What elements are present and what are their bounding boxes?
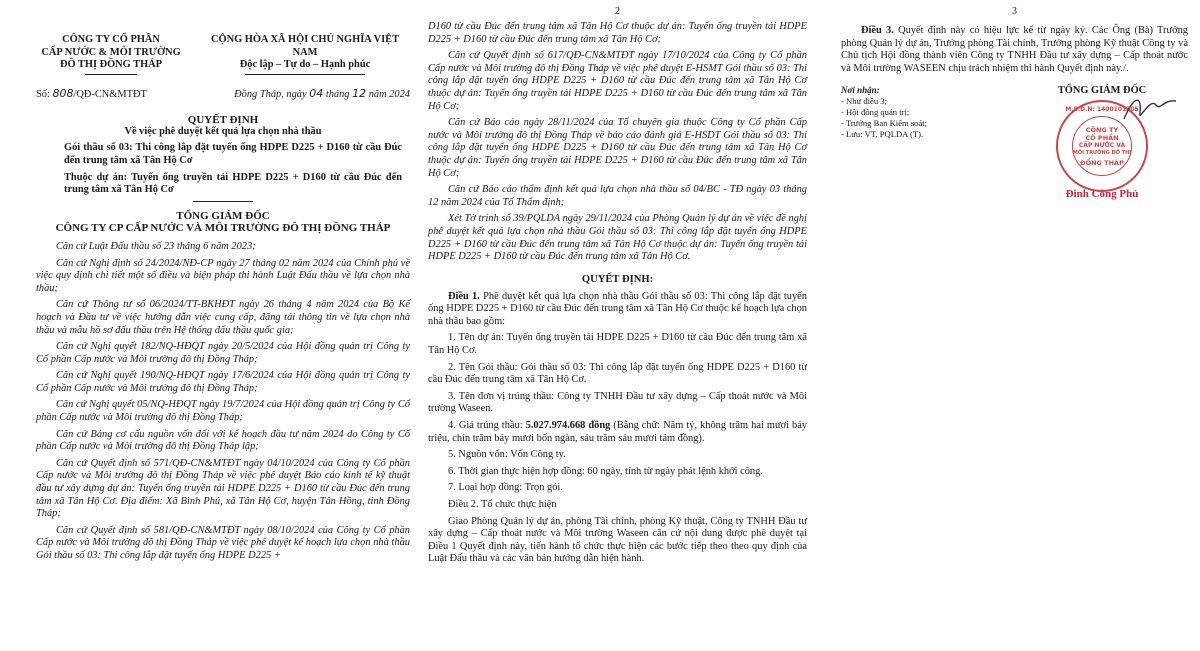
company-seal: M.S.D.N: 1400101205 CÔNG TY CỔ PHẦN CẤP NƯỚC VÀ MÔI TRƯỜNG ĐÔ THỊ ĐỒNG THÁP: [1056, 100, 1148, 192]
page-number: 2: [615, 6, 620, 17]
signer-name: Đinh Công Phủ: [1065, 188, 1139, 201]
document-date: Đồng Tháp, ngày 04 tháng 12 năm 2024: [234, 86, 410, 100]
article-1-item: 2. Tên Gói thầu: Gói thầu số 03: Thi công lắp đặt tuyến ống HDPE D225 + D160 từ cầu Đúc đến trung tâm xã Tân Hộ Cơ.: [428, 361, 807, 386]
issuing-organization: CÔNG TY CỔ PHẦN CẤP NƯỚC & MÔI TRƯỜNG ĐÔ THỊ ĐỒNG THÁP: [36, 34, 186, 75]
motto-underline: [245, 74, 365, 75]
page-3: [815, 0, 1200, 651]
article-2-text: Giao Phòng Quản lý dự án, phòng Tài chính, phòng Kỹ thuật, Công ty TNHH Đầu tư xây dựng – Cấp thoát nước và Môi trường Waseen căn cứ nội dung được phê duyệt tại Điều 1 Quyết định này, tiến hành tổ chức thực hiện các bước tiếp theo theo quy định của Luật Đấu thầu và các văn bản hướng dẫn hiện hành.: [428, 515, 807, 565]
package-name: Gói thầu số 03: Thi công lắp đặt tuyến ống HDPE D225 + D160 từ cầu Đúc đến trung tâm xã Tân Hộ Cơ: [64, 142, 402, 166]
article-1-item: 7. Loại hợp đồng: Trọn gói.: [448, 482, 563, 494]
recipient-item: - Như điều 3;: [841, 96, 887, 107]
legal-basis-item: Căn cứ Nghị quyết 190/NQ-HĐQT ngày 17/6/2024 của Hội đồng quản trị Công ty Cổ phần Cấp nước và Môi trường đô thị Đồng Tháp;: [36, 370, 410, 394]
article-2: Điều 2. Tổ chức thực hiện: [448, 499, 557, 510]
document-number-line: [36, 87, 410, 100]
legal-basis-item: Căn cứ Quyết định số 581/QĐ-CN&MTĐT ngày 08/10/2024 của Công ty Cổ phần Cấp nước và Môi trường đô thị Đồng Tháp về việc phê duyệt kế hoạch lựa chọn nhà thầu Gói thầu số 03: Thi công lắp đặt tuyến ống HDPE D225 +: [36, 524, 410, 561]
recipient-item: - Trưởng Ban Kiểm soát;: [841, 118, 928, 129]
project-name: Thuộc dự án: Tuyến ống truyền tải HDPE D225 + D160 từ cầu Đúc đến trung tâm xã Tân Hộ Cơ: [64, 171, 402, 196]
document-subject: Về việc phê duyệt kết quả lựa chọn nhà thầu: [124, 125, 322, 137]
article-3: Điều 3. Quyết định này có hiệu lực kể từ ngày ký. Các Ông (Bà) Trưởng phòng Quản lý dự án, Trưởng phòng Tài chính, Trưởng phòng Kỹ thuật Công ty và Chủ tịch Hội đồng thành viên Công ty TNHH Đầu tư xây dựng – Cấp thoát nước và Môi trường WASEEN chịu trách nhiệm thi hành Quyết định này./.: [841, 25, 1188, 74]
legal-basis-item: Căn cứ Báo cáo ngày 28/11/2024 của Tổ chuyên gia thuộc Công ty Cổ phần Cấp nước và Môi trường đô thị Đồng Tháp về báo cáo đánh giá E-HSDT Gói thầu số 03: Thi công lắp đặt tuyến ống HDPE D225 + D160 từ cầu Đúc đến trung tâm xã Tân Hộ Cơ thuộc dự án: Tuyến ống truyền tải HDPE D225 + D160 từ cầu Đúc đến trung tâm xã Tân Hộ Cơ;: [428, 117, 807, 179]
recipients: Nơi nhận: - Như điều 3; - Hội đồng quản trị; - Trưởng Ban Kiểm soát; - Lưu: VT, PQLDA (T).: [841, 85, 1011, 200]
document-title: QUYẾT ĐỊNH: [187, 113, 259, 126]
legal-basis-item: Xét Tờ trình số 39/PQLDA ngày 29/11/2024 của Phòng Quản lý dự án về việc đề nghị phê duyệt kết quả lựa chọn nhà thầu Gói thầu số 03: Thi công lắp đặt tuyến ống HDPE D225 + D160 từ cầu Đúc đến trung tâm xã Tân Hộ Cơ thuộc dự án: Tuyến ống truyền tải HDPE D225 + D160 từ cầu Đúc đến trung tâm xã Tân Hộ Cơ.: [428, 213, 807, 263]
article-1-item: 4. Giá trúng thầu: 5.027.974.668 đồng (Bằng chữ: Năm tỷ, không trăm hai mươi bảy triệu, chín trăm bảy mươi bốn ngàn, sáu trăm sáu mươi tám đồng).: [428, 420, 808, 444]
article-1: Điều 1. Phê duyệt kết quả lựa chọn nhà thầu Gói thầu số 03: Thi công lắp đặt tuyến ống HDPE D225 + D160 từ cầu Đúc đến trung tâm xã Tân Hộ Cơ thuộc kế hoạch lựa chọn nhà thầu bao gồm:: [428, 290, 807, 327]
article-1-item: 5. Nguồn vốn: Vốn Công ty.: [448, 449, 566, 461]
legal-basis-item: Căn cứ Luật Đấu thầu số 23 tháng 6 năm 2023;: [56, 240, 256, 252]
document-number: Số: 808/QĐ-CN&MTĐT: [36, 86, 147, 100]
legal-basis-item: Căn cứ Thông tư số 06/2024/TT-BKHĐT ngày 26 tháng 4 năm 2024 của Bộ Kế hoạch và Đầu tư về việc hướng dẫn việc cung cấp, đăng tải thông tin về lựa chọn nhà thầu và mẫu hồ sơ đấu thầu trên Hệ thống đấu thầu quốc gia;: [36, 299, 410, 336]
recipient-item: - Hội đồng quản trị;: [841, 107, 910, 118]
legal-basis-item: D160 từ cầu Đúc đến trung tâm xã Tân Hộ Cơ thuộc dự án: Tuyến ống truyền tải HDPE D225 + D160 từ cầu Đúc đến trung tâm xã Tân Hộ Cơ;: [428, 21, 807, 45]
legal-basis-item: Căn cứ Bảng cơ cấu nguồn vốn đối với kế hoạch đầu tư năm 2024 do Công ty Cổ phần Cấp nước và Môi trường đô thị Đồng Tháp lập;: [36, 428, 410, 453]
recipient-item: - Lưu: VT, PQLDA (T).: [841, 129, 924, 140]
handwritten-number: 808: [52, 86, 74, 100]
title-separator: [193, 201, 253, 202]
legal-basis-item: Căn cứ Nghị định số 24/2024/NĐ-CP ngày 27 tháng 02 năm 2024 của Chính phủ về việc quy định chi tiết một số điều và biện pháp thi hành Luật Đấu thầu về lựa chọn nhà thầu;: [36, 257, 410, 294]
document-header: [36, 34, 410, 75]
winning-price: 5.027.974.668 đồng: [525, 420, 611, 432]
decision-heading: QUYẾT ĐỊNH:: [581, 273, 654, 285]
handwritten-signature: [1120, 89, 1180, 129]
company-title: CÔNG TY CP CẤP NƯỚC VÀ MÔI TRƯỜNG ĐÔ THỊ ĐỒNG THÁP: [55, 222, 391, 235]
legal-basis-item: Căn cứ Quyết định số 571/QĐ-CN&MTĐT ngày 04/10/2024 của Công ty Cổ phần Cấp nước và Môi trường đô thị Đồng Tháp về việc phê duyệt Báo cáo kinh tế kỹ thuật đầu tư xây dựng dự án: Tuyến ống truyền tải HDPE D225 + D160 từ cầu Đúc đến trung tâm xã Tân Hộ Cơ. Địa điểm: Xã Bình Phú, xã Tân Hộ Cơ, huyện Tân Hồng, tỉnh Đồng Tháp;: [36, 457, 410, 520]
org-underline: [85, 74, 137, 75]
national-motto: CỘNG HÒA XÃ HỘI CHỦ NGHĨA VIỆT NAM Độc lập – Tự do – Hạnh phúc: [200, 34, 410, 75]
legal-basis-item: Căn cứ Nghị quyết 05/NQ-HĐQT ngày 19/7/2024 của Hội đồng quản trị Công ty Cổ phần Cấp nước và Môi trường đô thị Đồng Tháp;: [36, 399, 410, 424]
article-1-item: 1. Tên dự án: Tuyến ống truyền tải HDPE D225 + D160 từ cầu Đúc đến trung tâm xã Tân Hộ Cơ.: [428, 332, 807, 357]
signer-role: TỔNG GIÁM ĐỐC: [1057, 85, 1147, 97]
page-1: [0, 0, 420, 651]
article-1-item: 3. Tên đơn vị trúng thầu: Công ty TNHH Đầu tư xây dựng – Cấp thoát nước và Môi trường Waseen.: [428, 390, 807, 415]
legal-bases: [36, 241, 410, 563]
legal-bases-continued: [428, 21, 807, 264]
legal-basis-item: Căn cứ Quyết định số 617/QĐ-CN&MTĐT ngày 17/10/2024 của Công ty Cổ phần Cấp nước và Môi trường đô thị Đồng Tháp về việc phê duyệt E-HSMT Gói thầu số 03: Thi công lắp đặt tuyến ống HDPE D225 + D160 từ cầu Đúc đến trung tâm xã Tân Hộ Cơ thuộc dự án: Tuyến ống truyền tải HDPE D225 + D160 từ cầu Đúc đến trung tâm xã Tân Hộ Cơ;: [428, 50, 807, 112]
page-2: [420, 0, 815, 651]
legal-basis-item: Căn cứ Nghị quyết 182/NQ-HĐQT ngày 20/5/2024 của Hội đồng quản trị Công ty Cổ phần Cấp nước và Môi trường đô thị Đồng Tháp;: [36, 341, 410, 365]
page-number: 3: [1012, 6, 1017, 17]
general-director-title: TỔNG GIÁM ĐỐC: [176, 209, 270, 222]
legal-basis-item: Căn cứ Báo cáo thẩm định kết quả lựa chọn nhà thầu số 04/BC - TĐ ngày 03 tháng 12 năm 2024 của Tổ Thẩm định;: [428, 184, 807, 208]
signature-block: [841, 85, 1188, 200]
signer: [1022, 85, 1182, 200]
article-1-item: 6. Thời gian thực hiện hợp đồng: 60 ngày, tính từ ngày phát lệnh khởi công.: [448, 465, 763, 477]
